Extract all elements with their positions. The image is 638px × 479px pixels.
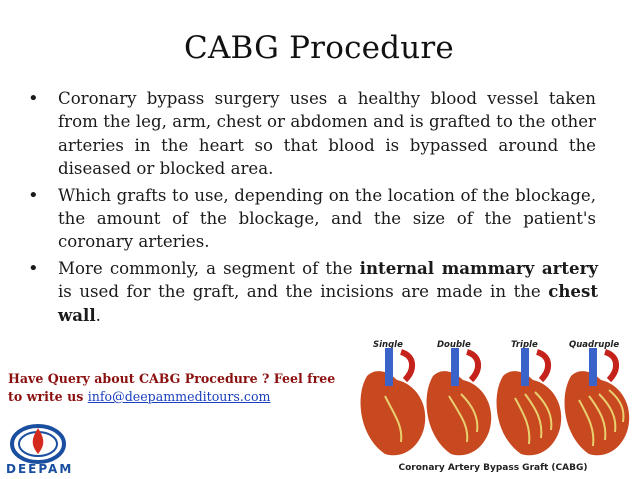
- bullet-text-pre: More commonly, a segment of the: [58, 258, 360, 278]
- bullet-item: [28, 184, 596, 254]
- query-note: [8, 370, 338, 406]
- bullet-text: Which grafts to use, depending on the location of the blockage, the amount of the blockage, and the size of the patient's coronary arteries.: [58, 185, 596, 252]
- bold-term-chest: chest wall: [58, 281, 598, 325]
- logo-text: DEEPAM: [6, 462, 74, 476]
- label-quadruple: Quadruple: [569, 340, 620, 350]
- heart-single-icon: [361, 348, 426, 455]
- heart-triple-icon: [497, 348, 562, 455]
- email-link[interactable]: info@deepammeditours.com: [87, 389, 271, 404]
- bullet-text-mid: is used for the graft, and the incisions are made in the: [58, 282, 549, 302]
- slide-title: CABG Procedure: [184, 30, 454, 66]
- bullet-item: [28, 87, 596, 181]
- label-triple: Triple: [511, 340, 538, 350]
- heart-double-icon: [427, 348, 492, 455]
- bullet-dot-icon: •: [28, 88, 39, 109]
- label-double: Double: [437, 340, 471, 350]
- illustration-caption: Coronary Artery Bypass Graft (CABG): [398, 463, 588, 473]
- bullet-list: [28, 87, 596, 330]
- hearts-graphic: [355, 336, 631, 461]
- bullet-dot-icon: •: [28, 257, 39, 279]
- bullet-item: [28, 257, 598, 327]
- heart-quadruple-icon: [565, 348, 630, 455]
- bullet-text-post: .: [95, 305, 101, 325]
- bullet-dot-icon: •: [28, 184, 39, 206]
- query-text: Have Query about CABG Procedure ? Feel free to write us: [8, 371, 336, 404]
- bold-term-artery: internal mammary artery: [359, 257, 598, 278]
- label-single: Single: [373, 340, 403, 350]
- cabg-illustration: [355, 336, 631, 479]
- bullet-text: Coronary bypass surgery uses a healthy blood vessel taken from the leg, arm, chest or abdomen and is grafted to the other arteries in the heart so that blood is bypassed around the diseased or blocked area.: [58, 89, 596, 179]
